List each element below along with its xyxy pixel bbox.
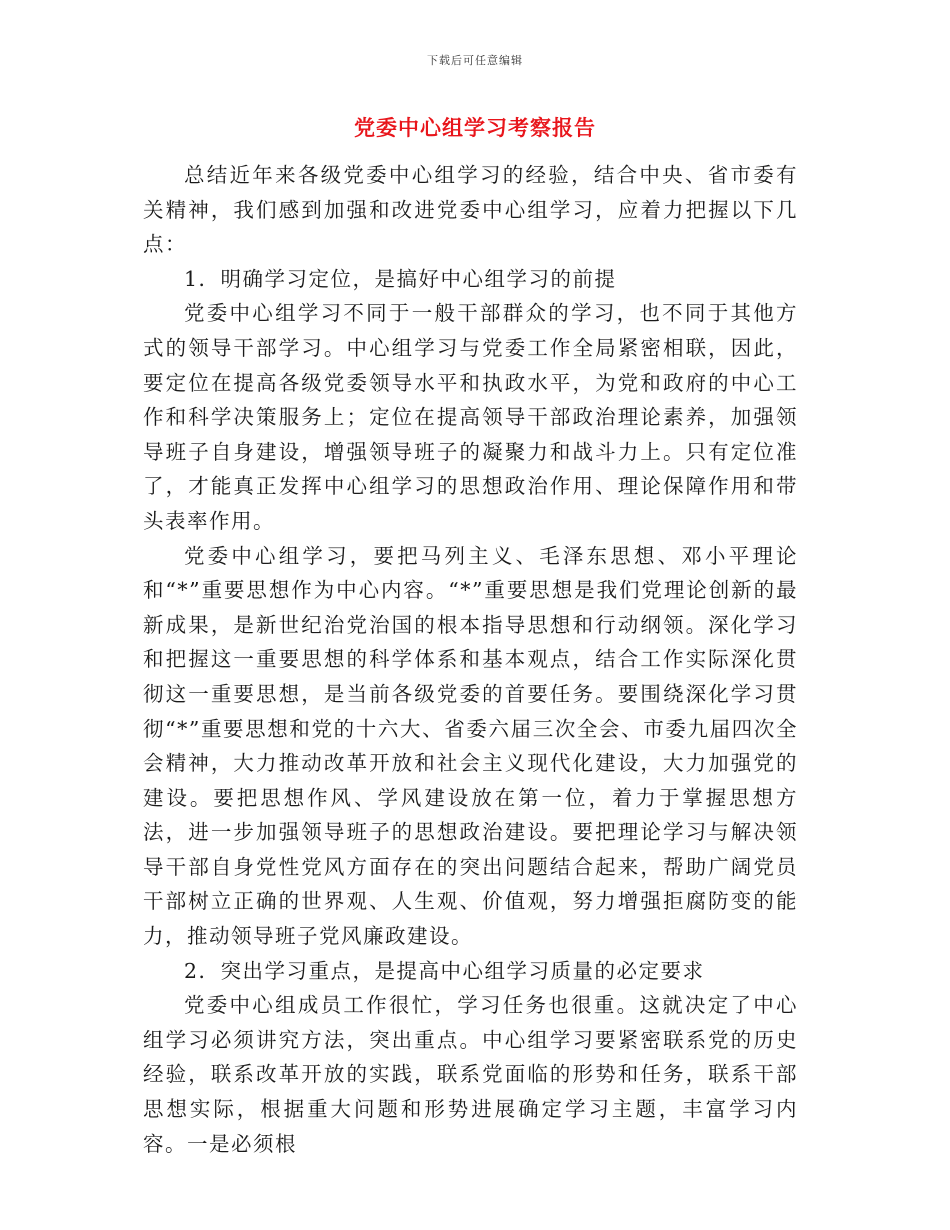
page-header-note: 下载后可任意编辑: [427, 54, 523, 67]
section-heading-1: 1．明确学习定位，是搞好中心组学习的前提: [184, 266, 617, 291]
document-body: [143, 158, 798, 1161]
paragraph: 党委中心组学习不同于一般干部群众的学习，也不同于其他方式的领导干部学习。中心组学习与党委工作全局紧密相联，因此，要定位在提高各级党委领导水平和执政水平，为党和政府的中心工作和科学决策服务上；定位在提高领导干部政治理论素养，加强领导班子自身建设，增强领导班子的凝聚力和战斗力上。只有定位准了，才能真正发挥中心组学习的思想政治作用、理论保障作用和带头表率作用。: [143, 301, 798, 533]
paragraph: 党委中心组学习，要把马列主义、毛泽东思想、邓小平理论和“*”重要思想作为中心内容。“*”重要思想是我们党理论创新的最新成果，是新世纪治党治国的根本指导思想和行动纲领。深化学习和把握这一重要思想的科学体系和基本观点，结合工作实际深化贯彻这一重要思想，是当前各级党委的首要任务。要围绕深化学习贯彻“*”重要思想和党的十六大、省委六届三次全会、市委九届四次全会精神，大力推动改革开放和社会主义现代化建设，大力加强党的建设。要把思想作风、学风建设放在第一位，着力于掌握思想方法，进一步加强领导班子的思想政治建设。要把理论学习与解决领导干部自身党性党风方面存在的突出问题结合起来，帮助广阔党员干部树立正确的世界观、人生观、价值观，努力增强拒腐防变的能力，推动领导班子党风廉政建设。: [143, 543, 798, 949]
paragraph: 党委中心组成员工作很忙，学习任务也很重。这就决定了中心组学习必须讲究方法，突出重点。中心组学习要紧密联系党的历史经验，联系改革开放的实践，联系党面临的形势和任务，联系干部思想实际，根据重大问题和形势进展确定学习主题，丰富学习内容。一是必须根: [143, 993, 798, 1156]
paragraph-intro: 总结近年来各级党委中心组学习的经验，结合中央、省市委有关精神，我们感到加强和改进党委中心组学习，应着力把握以下几点：: [143, 163, 798, 257]
document-title: 党委中心组学习考察报告: [354, 115, 596, 140]
section-heading-2: 2．突出学习重点，是提高中心组学习质量的必定要求: [184, 958, 705, 983]
